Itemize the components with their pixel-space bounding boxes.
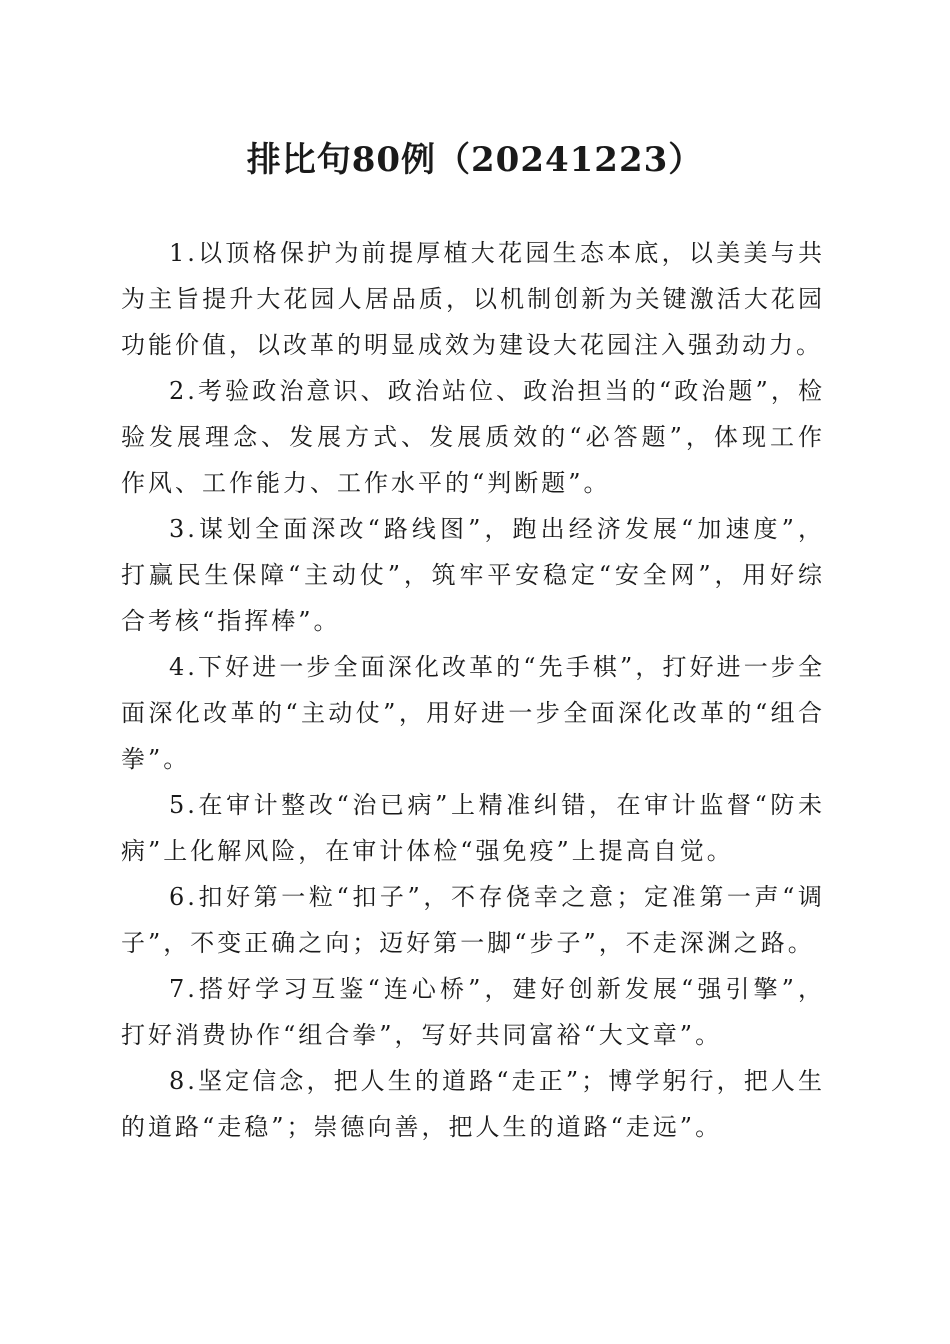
document-title: 排比句80例（20241223）: [246, 140, 704, 180]
paragraph-2: 2.考验政治意识、政治站位、政治担当的“政治题”，检验发展理念、发展方式、发展质效的“必答题”，体现工作作风、工作能力、工作水平的“判断题”。: [121, 377, 825, 497]
paragraph-1: 1.以顶格保护为前提厚植大花园生态本底，以美美与共为主旨提升大花园人居品质，以机制创新为关键激活大花园功能价值，以改革的明显成效为建设大花园注入强劲动力。: [121, 239, 825, 359]
paragraph-8: 8.坚定信念，把人生的道路“走正”；博学躬行，把人生的道路“走稳”；崇德向善，把人生的道路“走远”。: [121, 1067, 825, 1141]
paragraph-6: 6.扣好第一粒“扣子”，不存侥幸之意；定准第一声“调子”，不变正确之向；迈好第一脚“步子”，不走深渊之路。: [121, 883, 825, 957]
paragraph-5: 5.在审计整改“治已病”上精准纠错，在审计监督“防未病”上化解风险，在审计体检“强免疫”上提高自觉。: [121, 791, 825, 865]
document-body: [121, 230, 825, 1150]
paragraph-7: 7.搭好学习互鉴“连心桥”，建好创新发展“强引擎”，打好消费协作“组合拳”，写好共同富裕“大文章”。: [121, 975, 825, 1049]
paragraph-4: 4.下好进一步全面深化改革的“先手棋”，打好进一步全面深化改革的“主动仗”，用好进一步全面深化改革的“组合拳”。: [121, 653, 825, 773]
paragraph-3: 3.谋划全面深改“路线图”，跑出经济发展“加速度”，打赢民生保障“主动仗”，筑牢平安稳定“安全网”，用好综合考核“指挥棒”。: [121, 515, 825, 635]
